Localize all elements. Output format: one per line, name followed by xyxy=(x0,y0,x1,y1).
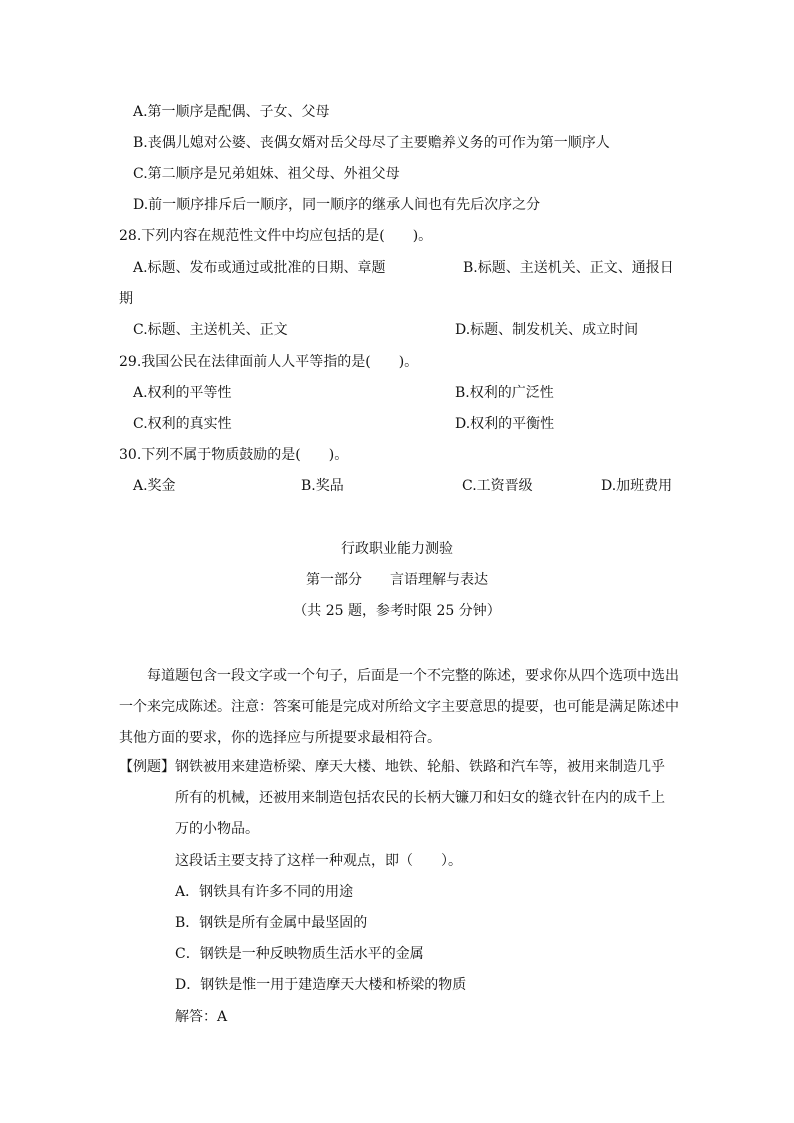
q30-option-a: A.奖金 xyxy=(133,478,176,494)
q30-option-b: B.奖品 xyxy=(301,478,344,494)
example-question: 这段话主要支持了这样一种观点，即（ ）。 xyxy=(175,853,462,869)
example-text-line1: 钢铁被用来建造桥梁、摩天大楼、地铁、轮船、铁路和汽车等，被用来制造几乎 xyxy=(175,759,665,775)
q29-option-b: B.权利的广泛性 xyxy=(455,385,554,401)
q30-option-d: D.加班费用 xyxy=(601,478,673,494)
q29-option-c: C.权利的真实性 xyxy=(133,416,232,432)
q27-option-b: B.丧偶儿媳对公婆、丧偶女婿对岳父母尽了主要赡养义务的可作为第一顺序人 xyxy=(133,135,610,151)
q28-option-a: A.标题、发布或通过或批准的日期、章题 xyxy=(133,260,386,276)
section-title: 行政职业能力测验 xyxy=(341,541,453,557)
q28-option-b: B.标题、主送机关、正文、通报日 xyxy=(463,260,674,276)
q30-stem: 30.下列不属于物质鼓励的是( )。 xyxy=(119,447,349,463)
q29-option-d: D.权利的平衡性 xyxy=(455,416,555,432)
example-option-c: C．钢铁是一种反映物质生活水平的金属 xyxy=(175,946,424,962)
q27-option-c: C.第二顺序是兄弟姐妹、祖父母、外祖父母 xyxy=(133,166,400,182)
q29-option-a: A.权利的平等性 xyxy=(133,385,232,401)
example-text-rest: 所有的机械，还被用来制造包括农民的长柄大镰刀和妇女的缝衣针在内的成千上万的小物品。 xyxy=(175,790,665,837)
q27-option-a: A.第一顺序是配偶、子女、父母 xyxy=(133,104,330,120)
section-part: 第一部分 言语理解与表达 xyxy=(306,572,488,588)
q28-stem: 28.下列内容在规范性文件中均应包括的是( )。 xyxy=(119,228,433,244)
q27-option-d: D.前一顺序排斥后一顺序，同一顺序的继承人间也有先后次序之分 xyxy=(133,197,541,213)
instructions-paragraph: 每道题包含一段文字或一个句子，后面是一个不完整的陈述，要求你从四个选项中选出一个来完成陈述。注意：答案可能是完成对所给文字主要意思的提要，也可能是满足陈述中其他方面的要求，你的选择应与所提要求最相符合。 xyxy=(119,668,679,746)
q28-option-c: C.标题、主送机关、正文 xyxy=(133,322,288,338)
example-answer: 解答：A xyxy=(175,1009,228,1025)
q29-stem: 29.我国公民在法律面前人人平等指的是( )。 xyxy=(119,354,419,370)
example-heading xyxy=(119,757,665,777)
q28-option-b-wrap: 期 xyxy=(119,291,133,307)
q30-option-c: C.工资晋级 xyxy=(462,478,533,494)
section-note: （共 25 题，参考时限 25 分钟） xyxy=(293,603,501,619)
example-option-d: D．钢铁是惟一用于建造摩天大楼和桥梁的物质 xyxy=(175,977,467,993)
example-option-b: B．钢铁是所有金属中最坚固的 xyxy=(175,915,368,931)
example-option-a: A．钢铁具有许多不同的用途 xyxy=(175,884,354,900)
q28-option-d: D.标题、制发机关、成立时间 xyxy=(455,322,639,338)
example-label: 【例题】 xyxy=(119,759,175,775)
